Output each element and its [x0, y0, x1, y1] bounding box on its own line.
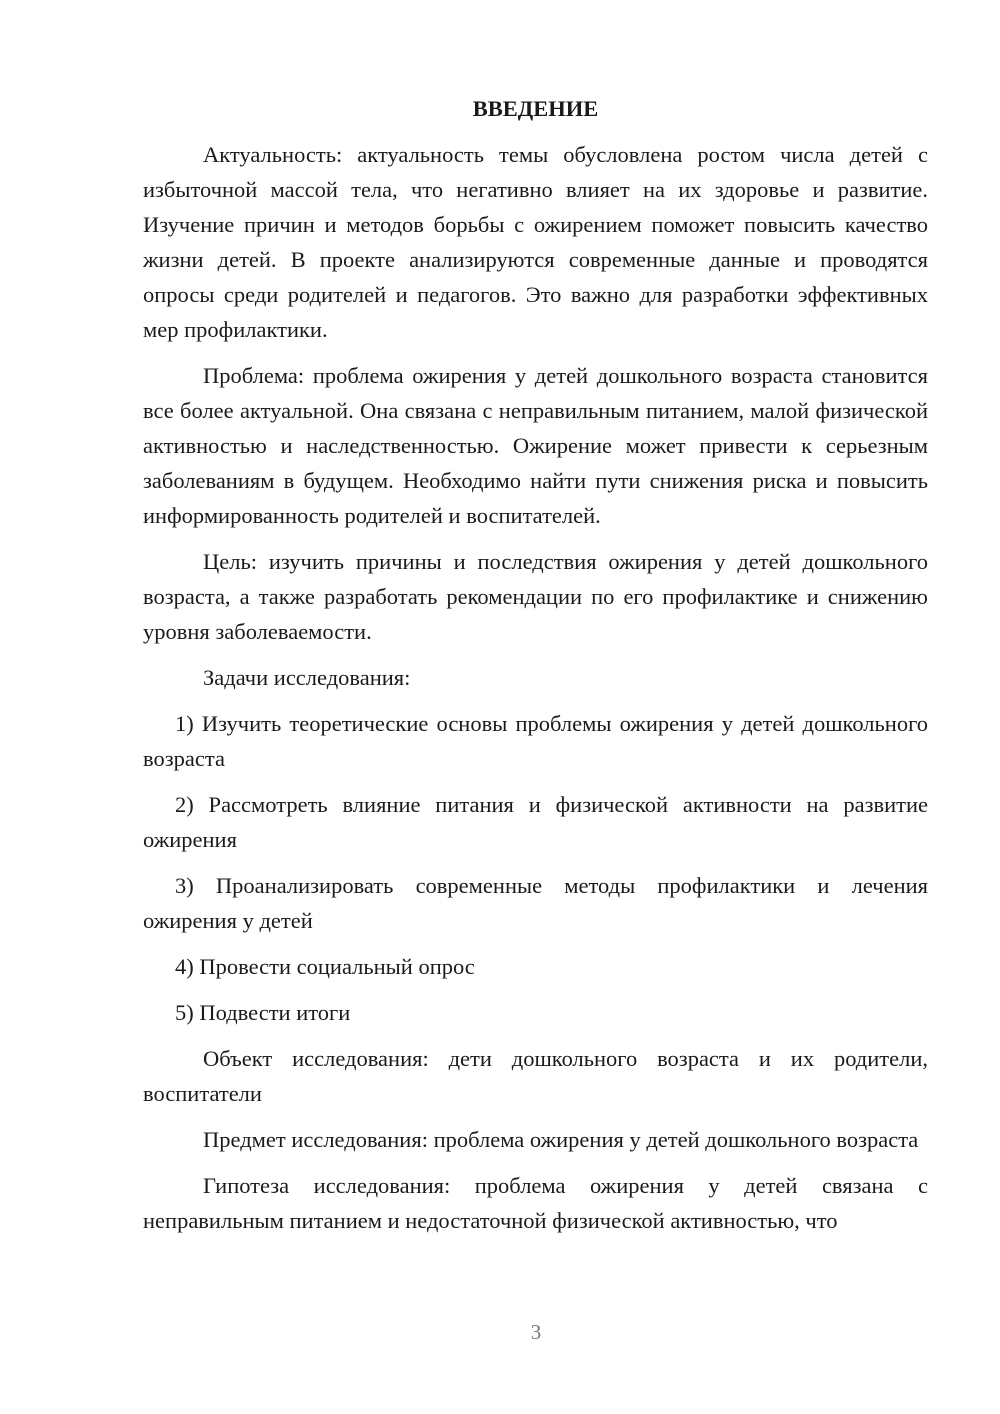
paragraph-relevance: Актуальность: актуальность темы обусловлена ростом числа детей с избыточной массой тела, что негативно влияет на их здоровье и развитие. Изучение причин и методов борьбы с ожирением поможет повысить качество жизни детей. В проекте анализируются современные данные и проводятся опросы среди родителей и педагогов. Это важно для разработки эффективных мер профилактики. [143, 142, 928, 342]
paragraph-problem: Проблема: проблема ожирения у детей дошкольного возраста становится все более актуальной. Она связана с неправильным питанием, малой физической активностью и наследственностью. Ожирение может привести к серьезным заболеваниям в будущем. Необходимо найти пути снижения риска и повысить информированность родителей и воспитателей. [143, 363, 928, 528]
paragraph-subject: Предмет исследования: проблема ожирения у детей дошкольного возраста [203, 1127, 919, 1152]
section-title: ВВЕДЕНИЕ [472, 96, 599, 121]
tasks-heading: Задачи исследования: [203, 665, 411, 690]
task-item-3: 3) Проанализировать современные методы профилактики и лечения ожирения у детей [143, 873, 928, 933]
document-body [143, 91, 928, 1249]
page-number: 3 [530, 1320, 542, 1344]
task-item-5: 5) Подвести итоги [175, 1000, 351, 1025]
paragraph-hypothesis: Гипотеза исследования: проблема ожирения у детей связана с неправильным питанием и недостаточной физической активностью, что [143, 1173, 928, 1233]
paragraph-object: Объект исследования: дети дошкольного возраста и их родители, воспитатели [143, 1046, 928, 1106]
paragraph-goal: Цель: изучить причины и последствия ожирения у детей дошкольного возраста, а также разработать рекомендации по его профилактике и снижению уровня заболеваемости. [143, 549, 928, 644]
task-item-2: 2) Рассмотреть влияние питания и физической активности на развитие ожирения [143, 792, 928, 852]
task-item-1: 1) Изучить теоретические основы проблемы ожирения у детей дошкольного возраста [143, 711, 928, 771]
task-item-4: 4) Провести социальный опрос [175, 954, 475, 979]
